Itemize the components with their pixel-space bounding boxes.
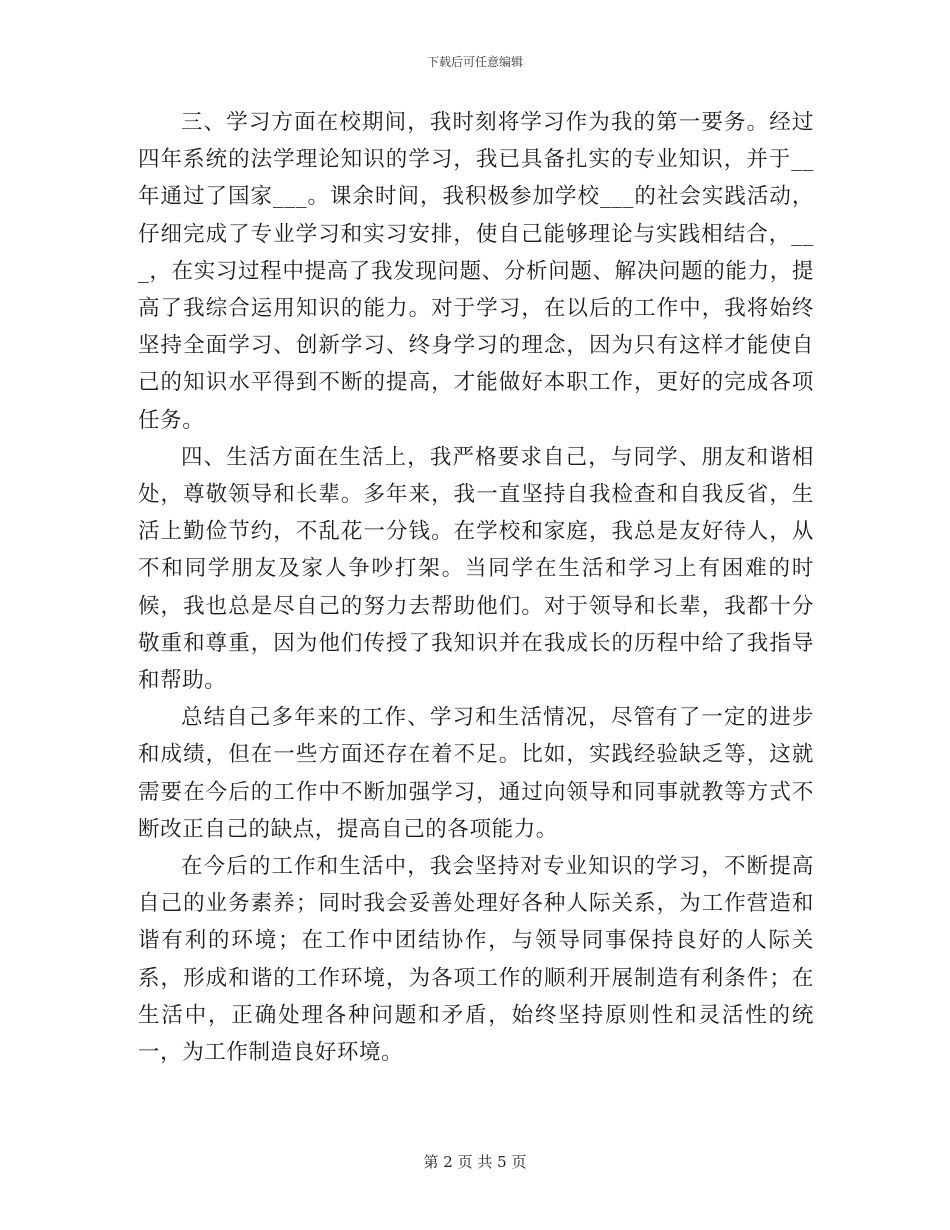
- document-body: [138, 104, 814, 1071]
- paragraph-future: 在今后的工作和生活中，我会坚持对专业知识的学习，不断提高自己的业务素养；同时我会妥善处理好各种人际关系，为工作营造和谐有利的环境；在工作中团结协作，与领导同事保持良好的人际关系，形成和谐的工作环境，为各项工作的顺利开展制造有利条件；在生活中，正确处理各种问题和矛盾，始终坚持原则性和灵活性的统一，为工作制造良好环境。: [138, 854, 814, 1066]
- page-header: 下载后可任意编辑: [426, 55, 523, 69]
- paragraph-study: 三、学习方面在校期间，我时刻将学习作为我的第一要务。经过四年系统的法学理论知识的学习，我已具备扎实的专业知识，并于__年通过了国家___。课余时间，我积极参加学校___的社会实践活动，仔细完成了专业学习和实习安排，使自己能够理论与实践相结合，___，在实习过程中提高了我发现问题、分析问题、解决问题的能力，提高了我综合运用知识的能力。对于学习，在以后的工作中，我将始终坚持全面学习、创新学习、终身学习的理念，因为只有这样才能使自己的知识水平得到不断的提高，才能做好本职工作，更好的完成各项任务。: [138, 110, 814, 433]
- paragraph-summary: 总结自己多年来的工作、学习和生活情况，尽管有了一定的进步和成绩，但在一些方面还存在着不足。比如，实践经验缺乏等，这就需要在今后的工作中不断加强学习，通过向领导和同事就教等方式不断改正自己的缺点，提高自己的各项能力。: [138, 705, 814, 842]
- paragraph-life: 四、生活方面在生活上，我严格要求自己，与同学、朋友和谐相处，尊敬领导和长辈。多年来，我一直坚持自我检查和自我反省，生活上勤俭节约，不乱花一分钱。在学校和家庭，我总是友好待人，从不和同学朋友及家人争吵打架。当同学在生活和学习上有困难的时候，我也总是尽自己的努力去帮助他们。对于领导和长辈，我都十分敬重和尊重，因为他们传授了我知识并在我成长的历程中给了我指导和帮助。: [138, 444, 814, 694]
- page-number: 第 2 页 共 5 页: [423, 1153, 527, 1171]
